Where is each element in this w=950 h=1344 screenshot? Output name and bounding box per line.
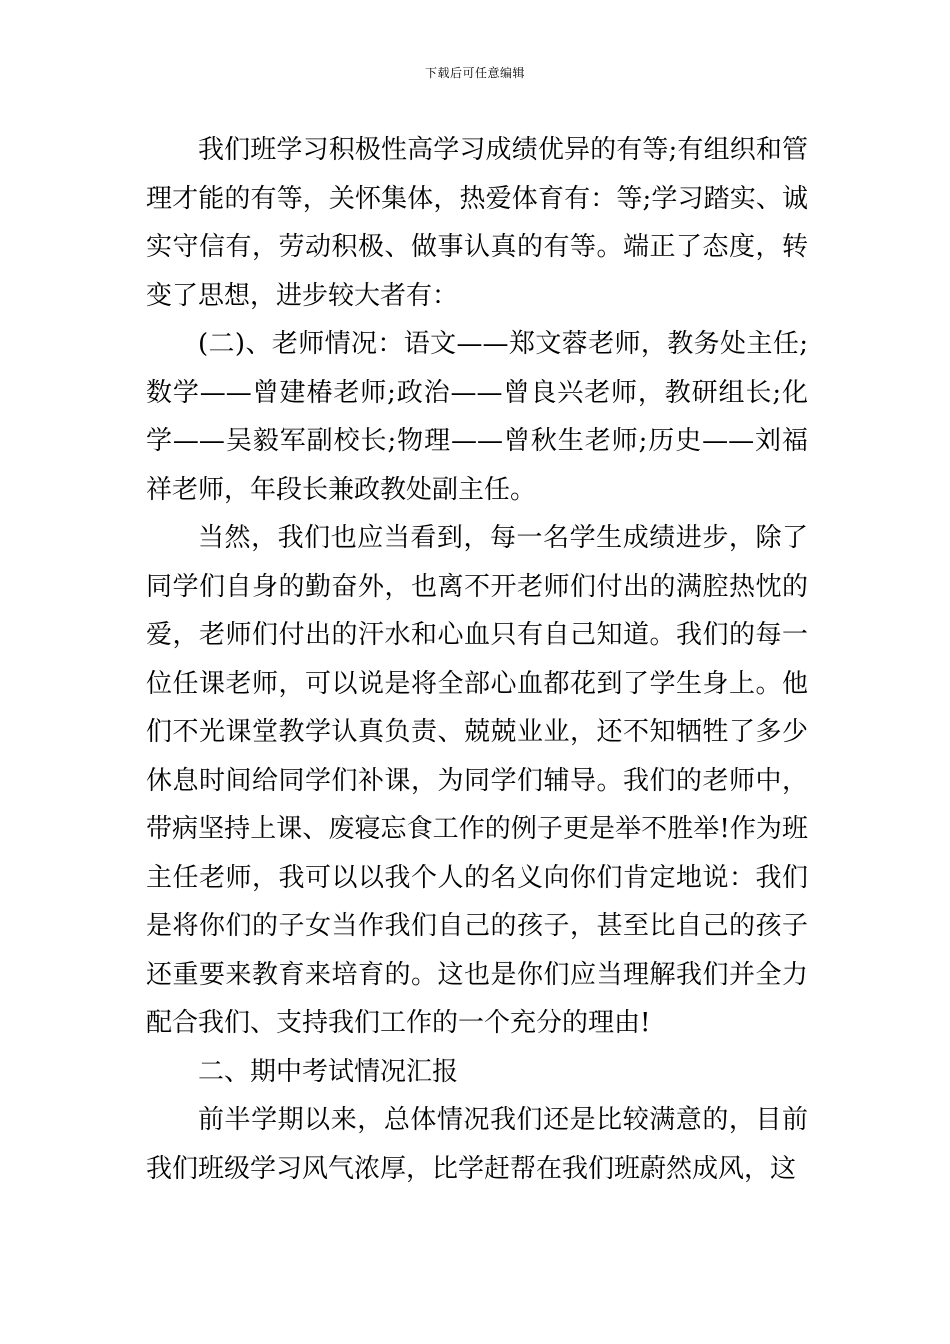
- paragraph-teacher-appreciation: 当然，我们也应当看到，每一名学生成绩进步，除了同学们自身的勤奋外，也离不开老师们付出的满腔热忱的爱，老师们付出的汗水和心血只有自己知道。我们的每一位任课老师，可以说是将全部心血都花到了学生身上。他们不光课堂教学认真负责、兢兢业业，还不知牺牲了多少休息时间给同学们补课，为同学们辅导。我们的老师中，带病坚持上课、废寝忘食工作的例子更是举不胜举!作为班主任老师，我可以以我个人的名义向你们肯定地说：我们是将你们的子女当作我们自己的孩子，甚至比自己的孩子还重要来教育来培育的。这也是你们应当理解我们并全力配合我们、支持我们工作的一个充分的理由!: [146, 523, 808, 1038]
- paragraph-student-performance: 我们班学习积极性高学习成绩优异的有等;有组织和管理才能的有等，关怀集体，热爱体育有：等;学习踏实、诚实守信有，劳动积极、做事认真的有等。端正了态度，转变了思想，进步较大者有：: [146, 135, 808, 311]
- document-body: [146, 126, 808, 1193]
- paragraph-midterm-summary: 前半学期以来，总体情况我们还是比较满意的，目前我们班级学习风气浓厚，比学赶帮在我们班蔚然成风，这: [146, 1105, 808, 1184]
- section-heading-midterm-report: 二、期中考试情况汇报: [198, 1056, 459, 1087]
- page-header-note: 下载后可任意编辑: [424, 66, 525, 80]
- paragraph-teacher-info: (二)、老师情况：语文——郑文蓉老师，教务处主任;数学——曾建椿老师;政治——曾良兴老师，教研组长;化学——吴毅军副校长;物理——曾秋生老师;历史——刘福祥老师，年段长兼政教处副主任。: [146, 329, 808, 505]
